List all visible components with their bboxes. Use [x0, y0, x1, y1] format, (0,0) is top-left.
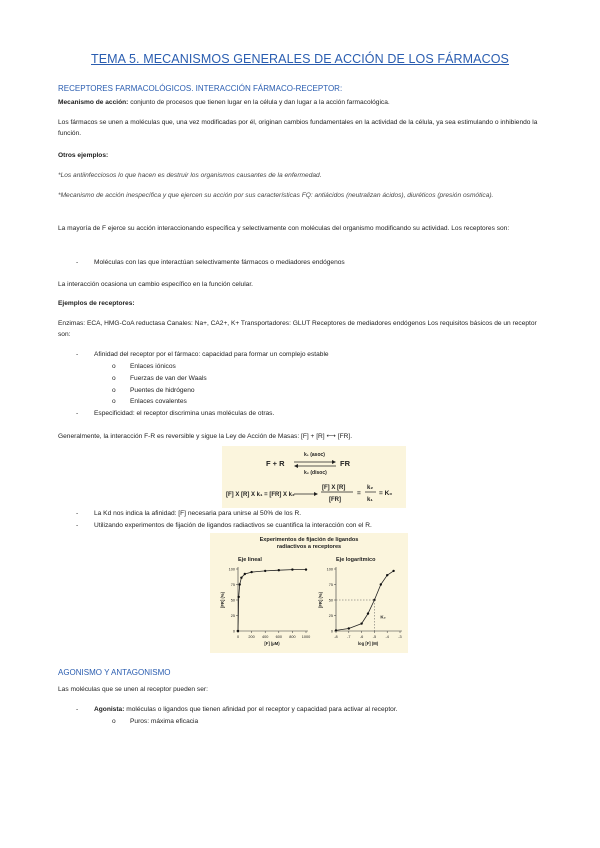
section-heading-receptores: RECEPTORES FARMACOLÓGICOS. INTERACCIÓN FÁRMACO-RECEPTOR: [58, 84, 343, 93]
eq-sign: = [357, 490, 361, 497]
x-tick-label: 200 [248, 635, 255, 639]
y-tick-label: 75 [230, 583, 235, 587]
paragraph-interaccion: La interacción ocasiona un cambio específico en la función celular. [58, 281, 254, 288]
data-point [238, 596, 240, 598]
x-axis-label: [F] (µM) [264, 641, 280, 646]
panel-subtitle: Eje lineal [238, 557, 262, 563]
bullet-afinidad: Afinidad del receptor por el fármaco: capacidad para formar un complejo estable [94, 351, 329, 358]
data-point [380, 583, 382, 585]
x-tick-label: 600 [275, 635, 282, 639]
mecanismo-label: Mecanismo de acción: [58, 99, 129, 106]
data-point [335, 629, 337, 631]
x-axis-label: log [F] (M) [357, 641, 379, 646]
eq-rhs: FR [340, 459, 350, 468]
panel-subtitle: Eje logarítmico [336, 557, 376, 563]
data-point [291, 568, 293, 570]
bullet-dash: - [76, 510, 79, 517]
y-axis-label: [FR] (%) [318, 591, 323, 609]
bullet-agonista [94, 706, 397, 713]
bullet-ligandos: Utilizando experimentos de fijación de ligandos radiactivos se cuantifica la interacción con el R. [94, 522, 372, 529]
paragraph-farmacos: Los fármacos se unen a moléculas que, una vez modificadas por él, originan cambios fundamentales en la actividad de la célula, ya sea estimulando o inhibiendo la función. [58, 119, 538, 137]
eq-kd: = K₀ [379, 490, 393, 497]
data-point [348, 627, 350, 629]
data-point [250, 571, 252, 573]
bullet-dash: - [76, 351, 79, 358]
y-tick-label: 25 [230, 614, 235, 618]
data-point [392, 570, 394, 572]
eq-k-num: k₂ [367, 485, 374, 491]
paragraph-mayoria: La mayoría de F ejerce su acción interaccionando específica y selectivamente con moléculas del organismo modificando su actividad. Los receptores son: [58, 225, 510, 232]
x-tick-label: 0 [236, 635, 240, 639]
data-point [237, 630, 239, 632]
bullet-especificidad: Especificidad: el receptor discrimina unas moléculas de otras. [94, 410, 275, 417]
y-tick-label: 100 [326, 567, 333, 572]
series-line [336, 571, 394, 631]
sub-bullet-marker: o [112, 363, 116, 370]
binding-chart-svg [210, 533, 408, 653]
data-point [360, 622, 362, 624]
agonista-text: moléculas o ligandos que tienen afinidad por el receptor y capacidad para activar al receptor. [124, 706, 398, 713]
bullet-dash: - [76, 410, 79, 417]
bullet-dash: - [76, 522, 79, 529]
y-tick-label: 75 [328, 583, 333, 587]
example-inespecifica: *Mecanismo de acción inespecífica y que ejercen su acción por sus características FQ: antiácidos (neutralizan ácidos), diuréticos (presión osmótica). [58, 192, 494, 199]
enlace-item: Enlaces iónicos [130, 363, 176, 370]
x-tick-label: 1000 [301, 635, 311, 639]
equation-svg [222, 446, 406, 508]
otros-ejemplos-label: Otros ejemplos: [58, 152, 109, 159]
eq-backward-arrowhead [294, 464, 298, 468]
y-tick-label: 25 [328, 614, 333, 618]
eq-frac-den: [FR] [329, 497, 341, 503]
x-tick-label: -3 [398, 635, 402, 639]
y-axis-label: [FR] (%) [220, 591, 225, 609]
enlace-item: Enlaces covalentes [130, 398, 187, 405]
eq-forward-arrowhead [332, 460, 336, 464]
data-point [305, 568, 307, 570]
bullet-dash: - [76, 259, 79, 266]
eq-k1: k₁ (asoc) [304, 452, 325, 458]
series-line [238, 570, 306, 631]
data-point [240, 577, 242, 579]
agonista-label: Agonista: [94, 706, 125, 713]
ejemplos-label: Ejemplos de receptores: [58, 300, 135, 307]
enlace-item: Puentes de hidrógeno [130, 387, 195, 394]
sub-bullet-marker: o [112, 375, 116, 382]
equation-figure [222, 446, 406, 508]
paragraph-generalmente: Generalmente, la interacción F-R es reversible y sigue la Ley de Acción de Masas: [F] + [R] ⟷ [FR]. [58, 433, 353, 440]
bullet-dash: - [76, 706, 79, 713]
chart-panel-linear [220, 557, 310, 646]
x-tick-label: -4 [385, 635, 389, 639]
sub-bullet-marker: o [112, 398, 116, 405]
data-point [244, 573, 246, 575]
x-tick-label: -8 [334, 635, 338, 639]
bullet-moleculas: Moléculas con las que interactúan selectivamente fármacos o mediadores endógenos [94, 259, 345, 266]
eq-frac-num: [F] X [R] [322, 485, 346, 491]
page-title: TEMA 5. MECANISMOS GENERALES DE ACCIÓN DE LOS FÁRMACOS [91, 52, 509, 66]
sub-bullet-marker: o [112, 387, 116, 394]
eq-k2: k₂ (disoc) [304, 470, 327, 476]
y-tick-label: 100 [228, 567, 235, 572]
eq-k-den: k₁ [367, 497, 373, 503]
bullet-puros: Puros: máxima eficacia [130, 718, 199, 725]
paragraph-enzimas: Enzimas: ECA, HMG-CoA reductasa Canales: Na+, CA2+, K+ Transportadores: GLUT Receptores de mediadores endógenos Los requisitos básicos de un receptor son: [58, 320, 537, 338]
eq-implies-arrowhead [314, 492, 318, 496]
chart-title-line1: Experimentos de fijación de ligandos [259, 537, 359, 543]
y-tick-label: 50 [230, 598, 235, 603]
paragraph-intro-agonismo: Las moléculas que se unen al receptor pueden ser: [58, 686, 208, 693]
x-tick-label: 400 [262, 635, 269, 639]
chart-panel-log [318, 557, 402, 646]
x-tick-label: -5 [372, 635, 377, 639]
x-tick-label: -6 [359, 635, 364, 639]
example-antiinfecciosos: *Los antiinfecciosos lo que hacen es destruir los organismos causantes de la enfermedad. [58, 172, 322, 179]
mecanismo-text: conjunto de procesos que tienen lugar en la célula y dan lugar a la acción farmacológica. [128, 99, 390, 106]
y-tick-label: 0 [330, 629, 333, 634]
enlace-item: Fuerzas de van der Waals [130, 375, 207, 382]
section-heading-agonismo: AGONISMO Y ANTAGONISMO [58, 668, 171, 677]
y-tick-label: 50 [328, 598, 333, 603]
eq-lhs: F + R [266, 459, 285, 468]
paragraph-mecanismo [58, 97, 542, 108]
binding-chart-figure [210, 533, 408, 653]
data-point [386, 574, 388, 576]
x-tick-label: -7 [347, 635, 351, 639]
data-point [264, 570, 266, 572]
x-tick-label: 800 [289, 635, 296, 639]
data-point [367, 612, 369, 614]
data-point [278, 569, 280, 571]
chart-title-line2: radiactivos a receptores [276, 544, 342, 550]
kd-annotation: K₀ [380, 614, 386, 620]
eq-left: [F] X [R] X k₁ = [FR] X k₂ [226, 492, 295, 498]
data-point [239, 583, 241, 585]
sub-bullet-marker: o [112, 718, 116, 725]
y-tick-label: 0 [232, 629, 235, 634]
bullet-kd: La Kd nos indica la afinidad: [F] necesaria para unirse al 50% de los R. [94, 510, 302, 517]
